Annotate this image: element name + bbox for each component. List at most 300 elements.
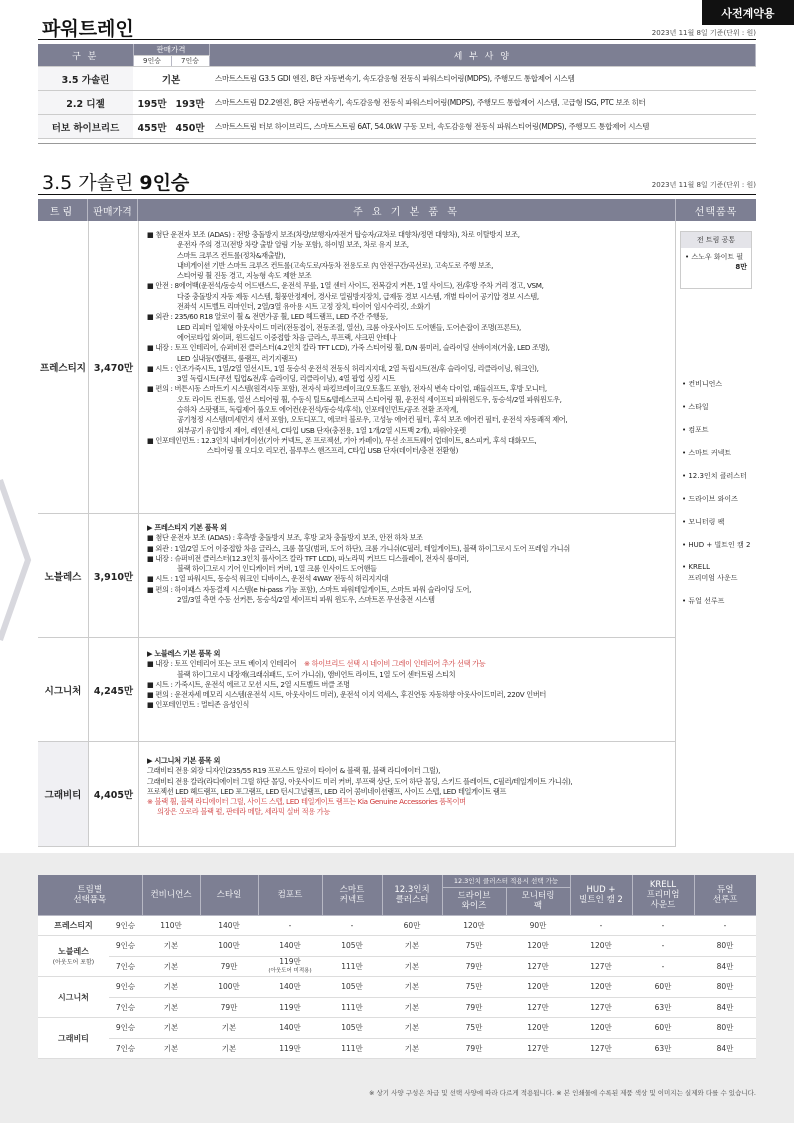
option-price: 79만 bbox=[220, 961, 238, 971]
option-price-cell bbox=[200, 1018, 258, 1039]
option-price: 111만 bbox=[341, 1002, 363, 1012]
features-gravity bbox=[138, 742, 676, 847]
option-price-cell bbox=[570, 1038, 632, 1059]
option-price: 127만 bbox=[590, 961, 612, 971]
option-price-cell bbox=[142, 915, 200, 936]
col-trim-label2: 선택품목 bbox=[73, 894, 107, 905]
col-main: 주 요 기 본 품 목 bbox=[138, 199, 676, 221]
option-seat: 7인승 bbox=[109, 956, 142, 977]
option-price: - bbox=[661, 961, 665, 971]
option-price: 79만 bbox=[465, 1002, 483, 1012]
option-price: 105만 bbox=[341, 1023, 363, 1033]
col-mon-1: 모니터링 bbox=[521, 891, 555, 901]
divider bbox=[38, 194, 756, 195]
col-krell-2: 프리미엄 bbox=[646, 889, 680, 900]
col-cluster bbox=[382, 875, 442, 915]
option-price: 기본 bbox=[404, 961, 420, 971]
option-comfort: • 컴포트 bbox=[682, 426, 709, 434]
col-7seat: 7인승 bbox=[171, 56, 209, 67]
feature-line: 그래비티 전용 칼라(라디에이터 그릴 하단 몰딩, 아웃사이드 미러 커버, 루프랙 상단, 도어 하단 몰딩, 스키드 플레이트, C필러/테일게이트 가니쉬), bbox=[147, 776, 573, 786]
option-price: 120만 bbox=[527, 941, 549, 951]
table-row bbox=[38, 936, 756, 957]
feature-line: 스티어링 휠 오디오 리모컨, 블루투스 핸즈프리, C타입 USB 단자(데이터/충전 전환형) bbox=[207, 446, 459, 456]
engine-price-9: 195만 bbox=[133, 91, 171, 115]
col-cluster-1: 12.3인치 bbox=[394, 884, 430, 895]
table-row bbox=[38, 67, 756, 91]
option-price-cell bbox=[694, 997, 756, 1018]
option-price: 120만 bbox=[590, 982, 612, 992]
option-price: 기본 bbox=[221, 1043, 237, 1053]
option-smart-connect: • 스마트 커넥트 bbox=[682, 449, 732, 457]
feature-line: 그래비티 전용 외장 디자인(235/55 R19 프로스트 알로이 타이어 & 블랙 휠, 블랙 라디에이터 그릴), bbox=[147, 766, 441, 776]
option-price: 105만 bbox=[341, 941, 363, 951]
feature-line: ■ 외관 : 235/60 R18 알로이 휠 & 전면가공 휠, LED 헤드램프, LED 주간 주행등, bbox=[147, 312, 388, 322]
option-price-cell bbox=[322, 997, 382, 1018]
col-price: 판매가격 bbox=[133, 44, 209, 56]
option-price: - bbox=[661, 941, 665, 951]
option-trim-name bbox=[38, 915, 109, 936]
option-cluster: • 12.3인치 클러스터 bbox=[682, 472, 747, 480]
col-cluster-group: 12.3인치 클러스터 적용시 선택 가능 bbox=[442, 875, 570, 887]
option-trim-name bbox=[38, 977, 109, 1018]
option-price-cell bbox=[322, 1038, 382, 1059]
common-option-item: • 스노우 화이트 펄 bbox=[685, 253, 744, 261]
col-sunroof-2: 선루프 bbox=[712, 894, 738, 905]
option-price: - bbox=[661, 920, 665, 930]
option-price: 63만 bbox=[654, 1043, 672, 1053]
col-trim-option bbox=[38, 875, 142, 915]
option-price-cell bbox=[322, 956, 382, 977]
option-price: 기본 bbox=[163, 961, 179, 971]
col-drive-2: 와이즈 bbox=[461, 901, 487, 911]
col-sunroof bbox=[694, 875, 756, 915]
option-price: 80만 bbox=[716, 1023, 734, 1033]
option-price-cell bbox=[442, 956, 506, 977]
option-price: 140만 bbox=[279, 1023, 301, 1033]
feature-line: 블랙 하이그로시 기어 인디케이터 커버, 1열 크롬 인사이드 도어핸들 bbox=[177, 564, 377, 574]
option-price: 127만 bbox=[590, 1002, 612, 1012]
feature-line: 3열 독립시트(쿠션 팁업&전/후 슬라이딩, 리클라이닝), 4열 팝업 싱킹 시트 bbox=[177, 374, 396, 384]
option-trim-label: 프레스티지 bbox=[54, 920, 93, 930]
option-price: - bbox=[350, 920, 354, 930]
divider bbox=[38, 143, 756, 144]
option-price-cell bbox=[142, 1038, 200, 1059]
option-price-cell bbox=[382, 997, 442, 1018]
option-price: 119만 bbox=[279, 956, 301, 966]
option-price-cell bbox=[382, 1038, 442, 1059]
feature-line: LED 실내등(맵램프, 룸램프, 러기지램프) bbox=[177, 353, 297, 363]
col-smart-2: 커넥트 bbox=[339, 894, 365, 905]
option-price: 60만 bbox=[654, 1023, 672, 1033]
col-price: 판매가격 bbox=[88, 199, 138, 221]
option-seat: 7인승 bbox=[109, 1038, 142, 1059]
engine-spec: 스마트스트림 터보 하이브리드, 스마트스트림 6AT, 54.0kW 구동 모터, 속도감응형 전동식 파워스티어링(MDPS), 주행모드 통합제어 시스템 bbox=[209, 115, 756, 139]
option-price-cell bbox=[200, 915, 258, 936]
option-price-cell bbox=[322, 1018, 382, 1039]
option-price: 80만 bbox=[716, 982, 734, 992]
option-krell-2: 프리미엄 사운드 bbox=[688, 574, 738, 582]
option-price-cell bbox=[142, 1018, 200, 1039]
option-price-cell bbox=[142, 997, 200, 1018]
table-row bbox=[38, 915, 756, 936]
option-monitoring: • 모니터링 팩 bbox=[682, 518, 725, 526]
option-price: 127만 bbox=[527, 1002, 549, 1012]
feature-line: ■ 시트 : 가죽시트, 운전석 에르고 모션 시트, 2열 시트벨트 버클 조명 bbox=[147, 679, 350, 689]
option-trim-label: 노블레스 bbox=[58, 947, 89, 956]
option-price-cell bbox=[632, 956, 694, 977]
trim-signature: 시그니처 bbox=[38, 638, 88, 742]
option-price: 127만 bbox=[527, 961, 549, 971]
option-price-cell bbox=[632, 977, 694, 998]
trim-gravity: 그래비티 bbox=[38, 742, 88, 847]
option-price-cell bbox=[632, 997, 694, 1018]
trim-title-b: 9인승 bbox=[139, 172, 190, 194]
common-option-price: 8만 bbox=[735, 263, 747, 271]
option-price-cell bbox=[258, 1018, 322, 1039]
price-noblesse: 3,910만 bbox=[88, 514, 138, 638]
option-price: - bbox=[599, 920, 603, 930]
option-price: 120만 bbox=[590, 941, 612, 951]
option-price-cell bbox=[322, 936, 382, 957]
pre-order-badge: 사전계약용 bbox=[702, 0, 794, 25]
table-row bbox=[38, 997, 756, 1018]
col-9seat: 9인승 bbox=[133, 56, 171, 67]
option-price-cell bbox=[200, 936, 258, 957]
option-price-cell bbox=[200, 1038, 258, 1059]
option-price: 127만 bbox=[590, 1043, 612, 1053]
option-price: 기본 bbox=[163, 1002, 179, 1012]
feature-line: LED 리피터 일체형 아웃사이드 미러(전동접이, 전동조절, 열선), 크롬 아웃사이드 도어핸들, 도어손잡이 조명(프론트), bbox=[177, 322, 521, 332]
feature-line: 공기청정 시스템(미세먼지 센서 포함), 오토디포그, 에코터 블로우, 고성능 에어컨 필터, 후석 보조 에어컨 필터, 운전석 자동쾌적 제어, bbox=[177, 415, 568, 425]
option-price-cell bbox=[694, 936, 756, 957]
feature-line: 프로젝션 LED 헤드램프, LED 포그램프, LED 턴시그널램프, LED 리어 콤비네이션램프, 사이드 스텝, LED 테일게이트 램프 bbox=[147, 786, 507, 796]
feature-line: ■ 편의 : 하이패스 자동결제 시스템(e hi-pass 기능 포함), 스마트 파워테일게이트, 스마트 파워 슬라이딩 도어, bbox=[147, 584, 472, 594]
powertrain-table bbox=[38, 44, 756, 139]
col-krell bbox=[632, 875, 694, 915]
option-price: 84만 bbox=[716, 961, 734, 971]
option-seat: 9인승 bbox=[109, 936, 142, 957]
feature-line: ■ 안전 : 8에어백(운전석/동승석 어드밴스드, 운전석 무릎, 1열 센터 사이드, 전복감지 커튼, 1열 사이드), 전/후방 주차 거리 경고, VSM, bbox=[147, 281, 544, 291]
powertrain-title: 파워트레인 bbox=[42, 18, 134, 40]
option-price-cell bbox=[506, 936, 570, 957]
option-price: 140만 bbox=[279, 982, 301, 992]
option-price-cell bbox=[570, 956, 632, 977]
divider bbox=[38, 39, 756, 40]
option-price-cell bbox=[632, 1018, 694, 1039]
common-option-title: 전 트림 공통 bbox=[681, 232, 751, 248]
option-price: 기본 bbox=[404, 1043, 420, 1053]
feature-line: ▶ 프레스티지 기본 품목 외 bbox=[147, 523, 227, 532]
option-trim-name bbox=[38, 1018, 109, 1059]
col-smart-1: 스마트 bbox=[339, 884, 365, 895]
col-mon-2: 팩 bbox=[533, 901, 543, 911]
option-price: 기본 bbox=[163, 1023, 179, 1033]
engine-name: 터보 하이브리드 bbox=[38, 115, 133, 139]
hybrid-note: ※ 하이브리드 선택 시 네이비 그레이 인테리어 추가 선택 가능 bbox=[304, 659, 486, 669]
option-price-cell bbox=[694, 1018, 756, 1039]
col-hud bbox=[570, 875, 632, 915]
option-price: 140만 bbox=[279, 941, 301, 951]
option-convenience: • 컨비니언스 bbox=[682, 380, 723, 388]
trim-table-header bbox=[38, 199, 756, 221]
features-prestige bbox=[138, 221, 676, 514]
powertrain-date: 2023년 11월 8일 기준(단위 : 원) bbox=[651, 29, 756, 37]
engine-spec: 스마트스트림 G3.5 GDI 엔진, 8단 자동변속기, 속도감응형 전동식 파워스티어링(MDPS), 주행모드 통합제어 시스템 bbox=[209, 67, 756, 91]
option-price: 120만 bbox=[527, 1023, 549, 1033]
option-price-cell bbox=[382, 936, 442, 957]
option-price-cell bbox=[142, 956, 200, 977]
option-price: 119만 bbox=[279, 1043, 301, 1053]
option-price: 기본 bbox=[404, 1002, 420, 1012]
option-price-cell bbox=[382, 977, 442, 998]
option-price: 105만 bbox=[341, 982, 363, 992]
option-price: 기본 bbox=[163, 941, 179, 951]
option-krell: • KRELL bbox=[682, 563, 711, 571]
option-price: 75만 bbox=[465, 941, 483, 951]
option-price: 기본 bbox=[404, 941, 420, 951]
feature-note: 의장은 오로라 블랙 펄, 판테라 메탈, 세라믹 실버 적용 가능 bbox=[157, 807, 330, 817]
trim-prestige: 프레스티지 bbox=[38, 221, 88, 514]
option-price-cell bbox=[506, 1018, 570, 1039]
option-price-cell bbox=[200, 977, 258, 998]
feature-line: 운전자 주의 경고(전방 차량 출발 알림 기능 포함), 하이빔 보조, 차로 유지 보조, bbox=[177, 240, 409, 250]
option-seat: 9인승 bbox=[109, 1018, 142, 1039]
feature-note: ※ 블랙 휠, 블랙 라디에이터 그릴, 사이드 스텝, LED 테일게이트 램프는 Kia Genuine Accessories 품목이며 bbox=[147, 797, 466, 807]
option-price: 111만 bbox=[341, 1043, 363, 1053]
option-price-cell bbox=[442, 1018, 506, 1039]
option-price-cell bbox=[258, 915, 322, 936]
option-price-cell bbox=[506, 997, 570, 1018]
col-convenience: 컨비니언스 bbox=[142, 875, 200, 915]
option-trim-label: 그래비티 bbox=[58, 1033, 89, 1043]
option-price: 120만 bbox=[463, 920, 485, 930]
feature-line: ■ 외관 : 1열/2열 도어 이중접합 차음 글라스, 크롬 몰딩(범퍼, 도어 하단), 크롬 가니쉬(C필러, 테일게이트), 블랙 하이그로시 도어 프레임 가니쉬 bbox=[147, 543, 570, 553]
option-hud: • HUD + 빌트인 캠 2 bbox=[682, 541, 751, 549]
option-price-cell bbox=[506, 956, 570, 977]
option-price-cell bbox=[258, 977, 322, 998]
option-price: - bbox=[288, 920, 292, 930]
option-seat: 9인승 bbox=[109, 915, 142, 936]
col-detail: 세 부 사 양 bbox=[209, 44, 756, 67]
option-price-cell bbox=[258, 936, 322, 957]
col-krell-3: 사운드 bbox=[650, 899, 676, 910]
option-price: 84만 bbox=[716, 1043, 734, 1053]
option-price-cell bbox=[570, 936, 632, 957]
option-trim-note: (아웃도어 포함) bbox=[52, 959, 95, 966]
option-price: 127만 bbox=[527, 1043, 549, 1053]
option-price-cell bbox=[142, 936, 200, 957]
options-table bbox=[38, 875, 756, 1059]
option-price: 120만 bbox=[527, 982, 549, 992]
trim-title bbox=[42, 168, 189, 195]
feature-line: ■ 내장 : 슈퍼비전 클러스터(12.3인치 풀사이즈 칼라 TFT LCD), 파노라믹 커브드 디스플레이, 전자식 룸미러, bbox=[147, 553, 469, 563]
option-price: 84만 bbox=[716, 1002, 734, 1012]
option-price-cell bbox=[632, 915, 694, 936]
engine-price-9: 455만 bbox=[133, 115, 171, 139]
trim-noblesse: 노블레스 bbox=[38, 514, 88, 638]
feature-line: ▶ 시그니처 기본 품목 외 bbox=[147, 756, 221, 765]
feature-line: 2열/3열 측면 수동 선커튼, 동승석/2열 세이프티 파워 윈도우, 스마트폰 무선충전 시스템 bbox=[177, 595, 435, 605]
feature-line: 스마트 크루즈 컨트롤(정차&재출발), bbox=[177, 250, 286, 260]
option-price: 기본 bbox=[404, 982, 420, 992]
trim-date: 2023년 11월 8일 기준(단위 : 원) bbox=[651, 181, 756, 189]
feature-line: 내비게이션 기반 스마트 크루즈 컨트롤(고속도로/자동차 전용도로 內 안전구간/곡선로), 고속도로 주행 보조, bbox=[177, 260, 494, 270]
col-option: 선택품목 bbox=[694, 206, 738, 218]
feature-line: ■ 편의 : 운전자세 메모리 시스템(운전석 시트, 아웃사이드 미러), 운전석 이지 억세스, 후진연동 자동하향 아웃사이드미러, 220V 인버터 bbox=[147, 690, 547, 700]
feature-line: 외부공기 유입방지 제어, 레인센서, C타입 USB 단자(충전용, 1열 1개/2열 시트백 2개), 파워아웃렛 bbox=[177, 425, 466, 435]
col-hud-2: 빌트인 캠 2 bbox=[579, 894, 623, 905]
feature-line bbox=[147, 659, 667, 669]
option-price: 79만 bbox=[465, 961, 483, 971]
engine-name: 3.5 가솔린 bbox=[38, 67, 133, 91]
engine-price: 기본 bbox=[133, 67, 209, 91]
option-price-cell bbox=[694, 1038, 756, 1059]
option-price-note: (아웃도어 미적용) bbox=[268, 967, 312, 974]
feature-line: ■ 첨단 운전자 보조 (ADAS) : 전방 충돌방지 보조(차량/보행자/자전거 탑승자/교차로 대향차/정면 대향차), 차로 이탈방지 보조, bbox=[147, 230, 520, 239]
option-price-cell bbox=[694, 915, 756, 936]
col-style: 스타일 bbox=[200, 875, 258, 915]
feature-line: 전좌석 시트벨트 리마인더, 2열/3열 유아용 시트 고정 장치, 타이어 임시수리킷, 소화기 bbox=[177, 302, 431, 312]
option-price-cell bbox=[506, 977, 570, 998]
features-noblesse bbox=[138, 514, 676, 638]
table-row bbox=[38, 1038, 756, 1059]
option-price-cell bbox=[506, 915, 570, 936]
option-price: 79만 bbox=[465, 1043, 483, 1053]
option-price-cell bbox=[632, 1038, 694, 1059]
option-price-cell bbox=[570, 977, 632, 998]
option-price-cell bbox=[694, 977, 756, 998]
footnote: ※ 상기 사양 구성은 차급 및 선택 사양에 따라 다르게 적용됩니다. ※ 본 인쇄물에 수록된 제품 색상 및 이미지는 실제와 다를 수 있습니다. bbox=[369, 1089, 756, 1097]
feature-line: 스티어링 휠 진동 경고, 지능형 속도 제한 보조 bbox=[177, 271, 312, 281]
trim-title-a: 3.5 가솔린 bbox=[42, 172, 140, 194]
option-price-cell bbox=[142, 977, 200, 998]
feature-line: ■ 인포테인먼트 : 멀티존 음성인식 bbox=[147, 700, 249, 710]
col-drive-1: 드라이브 bbox=[457, 891, 491, 901]
col-drive-wise bbox=[442, 887, 506, 915]
price-prestige: 3,470만 bbox=[88, 221, 138, 514]
engine-price-7: 193만 bbox=[171, 91, 209, 115]
option-price: 80만 bbox=[716, 941, 734, 951]
table-row bbox=[38, 1018, 756, 1039]
col-gubun: 구 분 bbox=[38, 44, 133, 67]
option-price-cell bbox=[632, 936, 694, 957]
option-price: 90만 bbox=[529, 920, 547, 930]
feature-line: 블랙 하이그로시 내장재(크래쉬패드, 도어 가니쉬), 앰비언트 라이트, 1열 도어 센터트림 스티치 bbox=[177, 669, 456, 679]
feature-text: ■ 내장 : 토프 인테리어 또는 코트 베이지 인테리어 bbox=[147, 659, 297, 669]
option-price-cell bbox=[570, 915, 632, 936]
option-price-cell bbox=[506, 1038, 570, 1059]
features-signature bbox=[138, 638, 676, 742]
option-price-cell bbox=[322, 977, 382, 998]
col-cluster-2: 클러스터 bbox=[395, 894, 429, 905]
col-smart-connect bbox=[322, 875, 382, 915]
option-price-cell bbox=[322, 915, 382, 936]
option-price-cell bbox=[258, 997, 322, 1018]
feature-line: ■ 내장 : 토프 인테리어, 슈퍼비전 클러스터(4.2인치 칼라 TFT LCD), 가죽 스티어링 휠, D/N 룸미러, 슬라이딩 선바이저(거울, LED 조명), bbox=[147, 343, 550, 353]
table-row bbox=[38, 115, 756, 139]
col-monitoring bbox=[506, 887, 570, 915]
option-price: 110만 bbox=[160, 920, 182, 930]
common-option-box bbox=[680, 231, 752, 289]
option-price: 119만 bbox=[279, 1002, 301, 1012]
option-price-cell bbox=[442, 915, 506, 936]
option-price: 기본 bbox=[163, 1043, 179, 1053]
feature-line: ▶ 노블레스 기본 품목 외 bbox=[147, 649, 221, 658]
engine-spec: 스마트스트림 D2.2엔진, 8단 자동변속기, 속도감응형 전동식 파워스티어링(MDPS), 주행모드 통합제어 시스템, 고급형 ISG, PTC 보조 히터 bbox=[209, 91, 756, 115]
option-price-cell bbox=[570, 1018, 632, 1039]
option-price-cell bbox=[382, 1018, 442, 1039]
option-price: 75만 bbox=[465, 982, 483, 992]
feature-line: ■ 인포테인먼트 : 12.3인치 내비게이션(기아 커넥트, 폰 프로젝션, 기아 카페이), 무선 소프트웨어 업데이트, 8스피커, 후석 대화모드, bbox=[147, 435, 537, 445]
col-hud-1: HUD + bbox=[586, 884, 616, 895]
option-price: 120만 bbox=[590, 1023, 612, 1033]
option-price-cell bbox=[442, 997, 506, 1018]
option-price: 100만 bbox=[218, 982, 240, 992]
table-row bbox=[38, 977, 756, 998]
col-sunroof-1: 듀얼 bbox=[717, 884, 734, 895]
option-price: 79만 bbox=[220, 1002, 238, 1012]
feature-line: ■ 시트 : 1열 파워시트, 동승석 워크인 디바이스, 운전석 4WAY 전동식 허리지지대 bbox=[147, 574, 389, 584]
table-row bbox=[38, 956, 756, 977]
option-price: 111만 bbox=[341, 961, 363, 971]
price-signature: 4,245만 bbox=[88, 638, 138, 742]
option-style: • 스타일 bbox=[682, 403, 709, 411]
feature-line: 승하차 스팟램프, 독립제어 풀오토 에어컨(운전석/동승석/후석), 인포테인먼트/공조 전환 조작계, bbox=[177, 405, 459, 415]
option-price-cell bbox=[258, 1038, 322, 1059]
option-price: 63만 bbox=[654, 1002, 672, 1012]
option-price-cell bbox=[258, 956, 322, 977]
option-price-cell bbox=[570, 997, 632, 1018]
engine-name: 2.2 디젤 bbox=[38, 91, 133, 115]
col-trim-label: 트림별 bbox=[77, 884, 103, 895]
price-gravity: 4,405만 bbox=[88, 742, 138, 847]
feature-line: 에어로타입 와이퍼, 윈드쉴드 이중접합 차음 글라스, 루프랙, 샤크핀 안테나 bbox=[177, 332, 397, 342]
option-price-cell bbox=[200, 956, 258, 977]
table-row bbox=[38, 91, 756, 115]
option-price-cell bbox=[694, 956, 756, 977]
option-price: 60만 bbox=[654, 982, 672, 992]
col-comfort: 컴포트 bbox=[258, 875, 322, 915]
option-price-cell bbox=[442, 977, 506, 998]
option-price: 60만 bbox=[403, 920, 421, 930]
option-price: 기본 bbox=[221, 1023, 237, 1033]
engine-price-7: 450만 bbox=[171, 115, 209, 139]
option-price-cell bbox=[200, 997, 258, 1018]
feature-line: 다중 충돌방지 자동 제동 시스템, 횡풍안정제어, 경사로 밀림방지장치, 급제동 경보 시스템, 개별 타이어 공기압 경보 시스템, bbox=[177, 291, 539, 301]
feature-line: ■ 편의 : 버튼시동 스마트키 시스템(원격시동 포함), 전자식 파킹브레이크(오토홀드 포함), 전자식 변속 다이얼, 패들쉬프트, 후방 모니터, bbox=[147, 384, 547, 394]
option-sunroof: • 듀얼 선루프 bbox=[682, 597, 725, 605]
option-price: 140만 bbox=[218, 920, 240, 930]
option-price-cell bbox=[382, 956, 442, 977]
option-price-cell bbox=[442, 1038, 506, 1059]
option-price-cell bbox=[382, 915, 442, 936]
option-price: 기본 bbox=[163, 982, 179, 992]
option-trim-label: 시그니처 bbox=[58, 992, 89, 1002]
feature-line: ■ 시트 : 인조가죽시트, 1열/2열 열선시트, 1열 동승석 운전석 전동식 허리지지대, 2열 독립시트(전/후 슬라이딩, 리클라이닝, 워크인), bbox=[147, 363, 539, 373]
option-price: 100만 bbox=[218, 941, 240, 951]
col-trim: 트림 bbox=[38, 199, 88, 221]
feature-line: ■ 첨단 운전자 보조 (ADAS) : 후측방 충돌방지 보조, 후방 교차 충돌방지 보조, 안전 하차 보조 bbox=[147, 533, 423, 543]
option-trim-name bbox=[38, 936, 109, 977]
option-drive-wise: • 드라이브 와이즈 bbox=[682, 495, 738, 503]
feature-line: 오토 라이트 컨트롤, 열선 스티어링 휠, 수동식 틸트&텔레스코픽 스티어링 휠, 운전석 세이프티 파워윈도우, 동승석/2열 파워윈도우, bbox=[177, 394, 562, 404]
option-price-cell bbox=[442, 936, 506, 957]
decorative-lines bbox=[0, 470, 40, 650]
option-seat: 7인승 bbox=[109, 997, 142, 1018]
col-krell-1: KRELL bbox=[649, 879, 677, 890]
option-price: 75만 bbox=[465, 1023, 483, 1033]
option-price: - bbox=[723, 920, 727, 930]
